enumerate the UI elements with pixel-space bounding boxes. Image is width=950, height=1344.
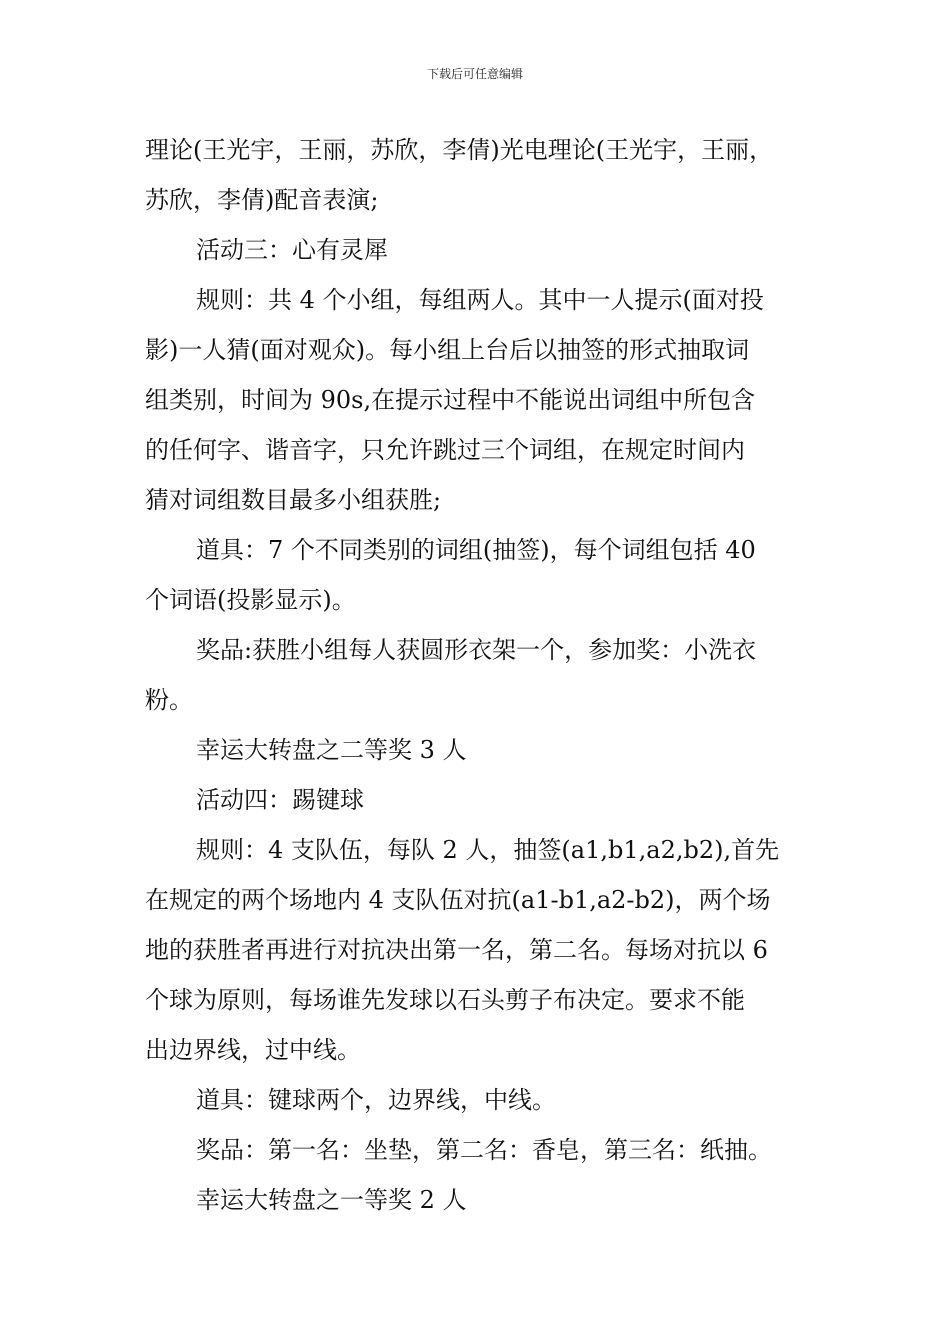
text-line: 道具：7 个不同类别的词组(抽签)，每个词组包括 40: [196, 536, 756, 564]
document-body: [145, 125, 815, 1225]
text-line: 粉。: [145, 686, 193, 714]
text-line: 影)一人猜(面对观众)。每小组上台后以抽签的形式抽取词: [145, 336, 750, 364]
text-line: 活动三：心有灵犀: [196, 236, 388, 264]
text-line: 奖品:获胜小组每人获圆形衣架一个，参加奖：小洗衣: [196, 636, 757, 664]
text-line: 在规定的两个场地内 4 支队伍对抗(a1-b1,a2-b2)，两个场: [145, 886, 771, 914]
text-line: 猜对词组数目最多小组获胜;: [145, 486, 442, 514]
text-line: 道具：键球两个，边界线，中线。: [196, 1086, 556, 1114]
text-line: 苏欣，李倩)配音表演;: [145, 186, 379, 214]
text-line: 个词语(投影显示)。: [145, 586, 356, 614]
text-line: 幸运大转盘之一等奖 2 人: [196, 1186, 467, 1214]
text-line: 出边界线，过中线。: [145, 1036, 361, 1064]
text-line: 奖品：第一名：坐垫，第二名：香皂，第三名：纸抽。: [196, 1136, 772, 1164]
text-line: 活动四：踢键球: [196, 786, 364, 814]
text-line: 规则：4 支队伍，每队 2 人，抽签(a1,b1,a2,b2),首先: [196, 836, 780, 864]
page-header: 下载后可任意编辑: [426, 67, 523, 81]
text-line: 理论(王光宇，王丽，苏欣，李倩)光电理论(王光宇，王丽，: [145, 136, 774, 164]
text-line: 地的获胜者再进行对抗决出第一名，第二名。每场对抗以 6: [145, 936, 768, 964]
text-line: 个球为原则，每场谁先发球以石头剪子布决定。要求不能: [145, 986, 745, 1014]
text-line: 幸运大转盘之二等奖 3 人: [196, 736, 467, 764]
text-line: 规则：共 4 个小组，每组两人。其中一人提示(面对投: [196, 286, 764, 314]
text-line: 的任何字、谐音字，只允许跳过三个词组，在规定时间内: [145, 436, 745, 464]
text-line: 组类别，时间为 90s,在提示过程中不能说出词组中所包含: [145, 386, 756, 414]
